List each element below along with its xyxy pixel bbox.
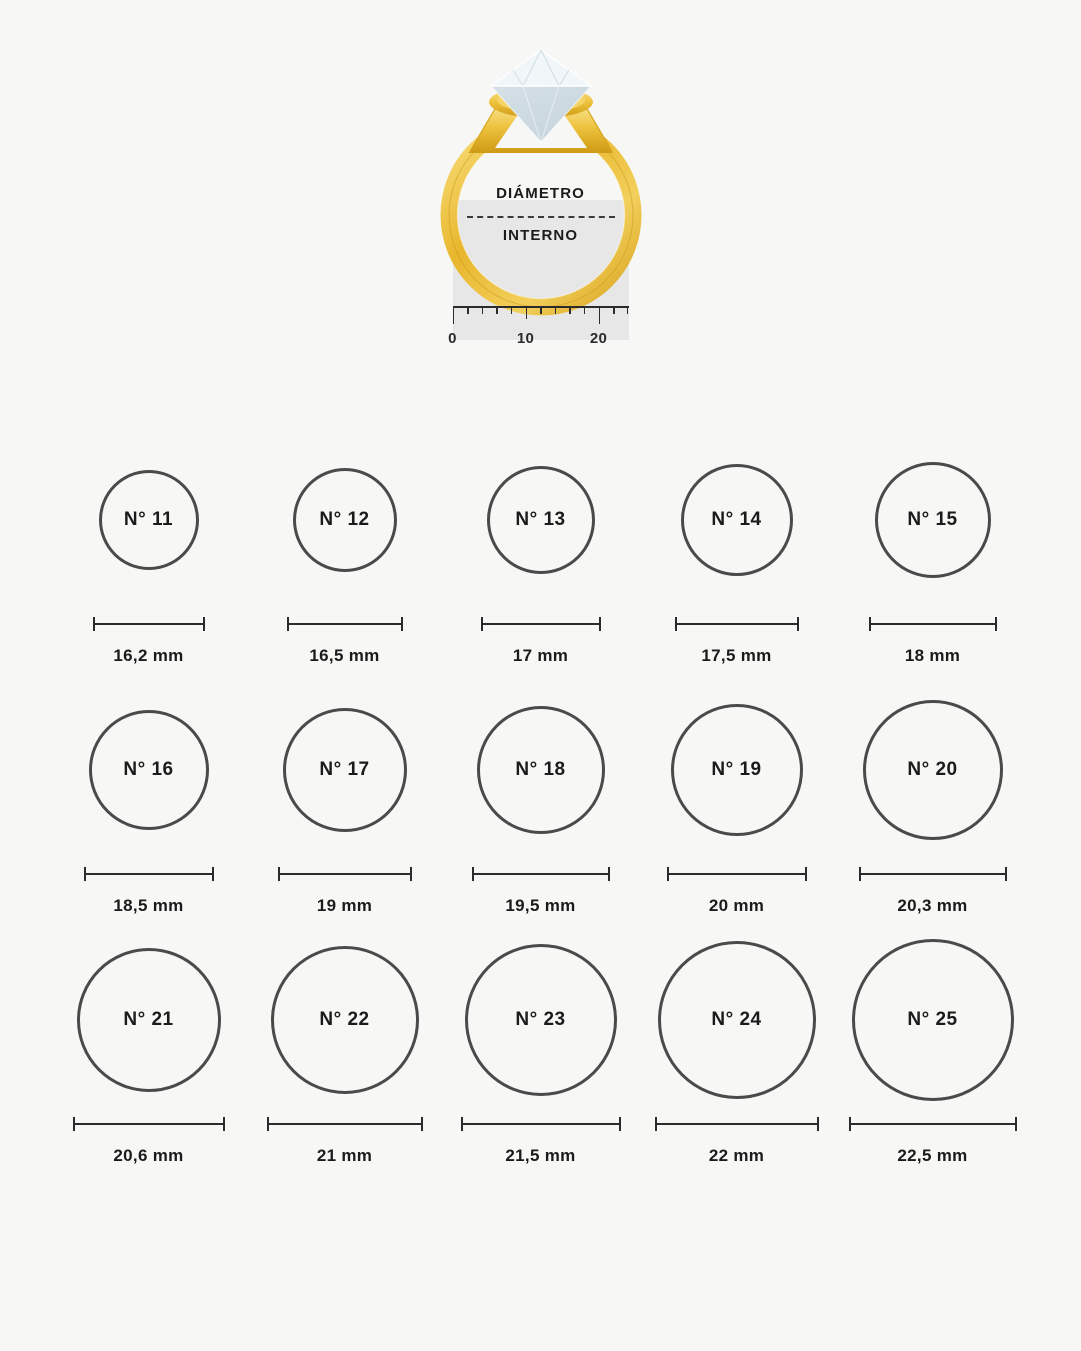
size-circle <box>77 948 221 1092</box>
measure-line <box>267 1123 423 1125</box>
size-cell <box>51 930 247 1166</box>
size-label: N° 22 <box>319 1009 370 1030</box>
diameter-label-top: DIÁMETRO <box>496 185 585 202</box>
diagram-inner <box>391 30 691 400</box>
circle-wrap <box>465 930 617 1110</box>
size-mm: 19,5 mm <box>505 896 576 915</box>
measure-bar <box>667 866 807 882</box>
measure-cap-right <box>421 1117 423 1131</box>
size-circle <box>89 710 209 830</box>
size-cell <box>639 430 835 666</box>
ring-measure-diagram <box>0 0 1081 430</box>
measure-bar <box>84 866 214 882</box>
size-label: N° 18 <box>515 759 566 780</box>
size-row-1 <box>0 430 1081 666</box>
measure-cap-right <box>817 1117 819 1131</box>
size-circle <box>875 462 991 578</box>
size-circle <box>671 704 803 836</box>
size-cell <box>443 430 639 666</box>
size-mm: 22,5 mm <box>897 1146 968 1165</box>
size-label: N° 19 <box>711 759 762 780</box>
measure-line <box>849 1123 1017 1125</box>
measure-line <box>481 623 601 625</box>
size-label: N° 15 <box>907 509 958 530</box>
measure-cap-left <box>73 1117 75 1131</box>
measure-cap-right <box>1005 867 1007 881</box>
measure-cap-left <box>667 867 669 881</box>
ruler-tick <box>540 306 542 314</box>
size-label: N° 12 <box>319 509 370 530</box>
size-cell <box>443 680 639 916</box>
size-row-2 <box>0 680 1081 916</box>
measure-cap-left <box>84 867 86 881</box>
size-mm: 18 mm <box>904 646 961 665</box>
ruler-number-20: 20 <box>589 330 608 347</box>
size-mm: 20,6 mm <box>113 1146 184 1165</box>
measure-bar <box>481 616 601 632</box>
measure-bar <box>287 616 403 632</box>
measure-bar <box>267 1116 423 1132</box>
ruler-tick <box>569 306 571 314</box>
size-label: N° 13 <box>515 509 566 530</box>
measure-cap-right <box>1015 1117 1017 1131</box>
circle-wrap <box>671 680 803 860</box>
measure-line <box>472 873 610 875</box>
ruler-tick <box>584 306 586 314</box>
circle-wrap <box>681 430 793 610</box>
measure-bar <box>675 616 799 632</box>
ruler-tick <box>526 306 528 319</box>
measure-cap-left <box>287 617 289 631</box>
measure-cap-right <box>797 617 799 631</box>
measure-line <box>859 873 1007 875</box>
size-circle <box>271 946 419 1094</box>
size-cell <box>639 680 835 916</box>
measure-bar <box>869 616 997 632</box>
circle-wrap <box>77 930 221 1110</box>
size-label: N° 23 <box>515 1009 566 1030</box>
measure-cap-left <box>859 867 861 881</box>
circle-wrap <box>283 680 407 860</box>
measure-line <box>655 1123 819 1125</box>
ruler-number-0: 0 <box>448 330 457 347</box>
size-cell <box>835 430 1031 666</box>
ring-size-grid <box>0 430 1081 1200</box>
measure-line <box>73 1123 225 1125</box>
measure-line <box>675 623 799 625</box>
measure-bar <box>461 1116 621 1132</box>
size-label: N° 20 <box>907 759 958 780</box>
size-circle <box>658 941 816 1099</box>
ruler-numbers <box>448 330 629 350</box>
size-mm: 20,3 mm <box>897 896 968 915</box>
size-label: N° 16 <box>123 759 174 780</box>
size-label: N° 17 <box>319 759 370 780</box>
ruler-tick <box>627 306 629 314</box>
size-cell <box>51 680 247 916</box>
circle-wrap <box>875 430 991 610</box>
size-label: N° 11 <box>123 509 174 530</box>
ruler-tick <box>599 306 601 324</box>
size-mm: 21,5 mm <box>505 1146 576 1165</box>
circle-wrap <box>293 430 397 610</box>
diameter-dashed-line <box>467 216 615 218</box>
size-cell <box>835 930 1031 1166</box>
measure-cap-right <box>599 617 601 631</box>
size-mm: 19 mm <box>316 896 373 915</box>
measure-cap-right <box>203 617 205 631</box>
size-cell <box>51 430 247 666</box>
circle-wrap <box>863 680 1003 860</box>
measure-bar <box>849 1116 1017 1132</box>
circle-wrap <box>658 930 816 1110</box>
ruler-tick <box>613 306 615 314</box>
measure-cap-left <box>461 1117 463 1131</box>
size-circle <box>863 700 1003 840</box>
measure-line <box>461 1123 621 1125</box>
measure-cap-right <box>223 1117 225 1131</box>
measure-bar <box>278 866 412 882</box>
size-row-3 <box>0 930 1081 1166</box>
measure-bar <box>93 616 205 632</box>
measure-line <box>278 873 412 875</box>
size-mm: 17,5 mm <box>701 646 772 665</box>
size-circle <box>477 706 605 834</box>
measure-cap-right <box>805 867 807 881</box>
size-cell <box>443 930 639 1166</box>
size-cell <box>247 680 443 916</box>
size-cell <box>639 930 835 1166</box>
circle-wrap <box>852 930 1014 1110</box>
size-circle <box>293 468 397 572</box>
measure-bar <box>73 1116 225 1132</box>
size-mm: 20 mm <box>708 896 765 915</box>
measure-cap-left <box>849 1117 851 1131</box>
size-mm: 16,2 mm <box>113 646 184 665</box>
size-mm: 18,5 mm <box>113 896 184 915</box>
size-mm: 22 mm <box>708 1146 765 1165</box>
circle-wrap <box>99 430 199 610</box>
measure-cap-left <box>278 867 280 881</box>
ruler-number-10: 10 <box>516 330 535 347</box>
size-cell <box>247 930 443 1166</box>
measure-line <box>667 873 807 875</box>
size-cell <box>247 430 443 666</box>
size-mm: 16,5 mm <box>309 646 380 665</box>
measure-line <box>93 623 205 625</box>
size-label: N° 25 <box>907 1009 958 1030</box>
size-circle <box>99 470 199 570</box>
measure-bar <box>655 1116 819 1132</box>
ruler-ticks <box>453 306 629 332</box>
size-circle <box>487 466 595 574</box>
size-mm: 21 mm <box>316 1146 373 1165</box>
measure-bar <box>472 866 610 882</box>
size-label: N° 24 <box>711 1009 762 1030</box>
measure-cap-right <box>212 867 214 881</box>
measure-bar <box>859 866 1007 882</box>
measure-cap-left <box>869 617 871 631</box>
ruler-tick <box>496 306 498 314</box>
circle-wrap <box>477 680 605 860</box>
ruler-tick <box>511 306 513 314</box>
measure-cap-right <box>401 617 403 631</box>
measure-cap-left <box>481 617 483 631</box>
circle-wrap <box>89 680 209 860</box>
size-mm: 17 mm <box>512 646 569 665</box>
measure-cap-right <box>410 867 412 881</box>
measure-cap-right <box>995 617 997 631</box>
measure-cap-right <box>619 1117 621 1131</box>
size-circle <box>465 944 617 1096</box>
diameter-label-bottom: INTERNO <box>502 227 579 244</box>
measure-cap-left <box>472 867 474 881</box>
size-circle <box>852 939 1014 1101</box>
circle-wrap <box>271 930 419 1110</box>
size-label: N° 14 <box>711 509 762 530</box>
ruler-tick <box>555 306 557 314</box>
ruler-tick <box>467 306 469 314</box>
measure-cap-left <box>675 617 677 631</box>
measure-cap-left <box>267 1117 269 1131</box>
measure-cap-right <box>608 867 610 881</box>
size-circle <box>681 464 793 576</box>
ruler-tick <box>482 306 484 314</box>
measure-line <box>869 623 997 625</box>
ruler-tick <box>453 306 455 324</box>
measure-cap-left <box>93 617 95 631</box>
size-circle <box>283 708 407 832</box>
measure-line <box>287 623 403 625</box>
measure-cap-left <box>655 1117 657 1131</box>
measure-line <box>84 873 214 875</box>
circle-wrap <box>487 430 595 610</box>
size-label: N° 21 <box>123 1009 174 1030</box>
size-cell <box>835 680 1031 916</box>
